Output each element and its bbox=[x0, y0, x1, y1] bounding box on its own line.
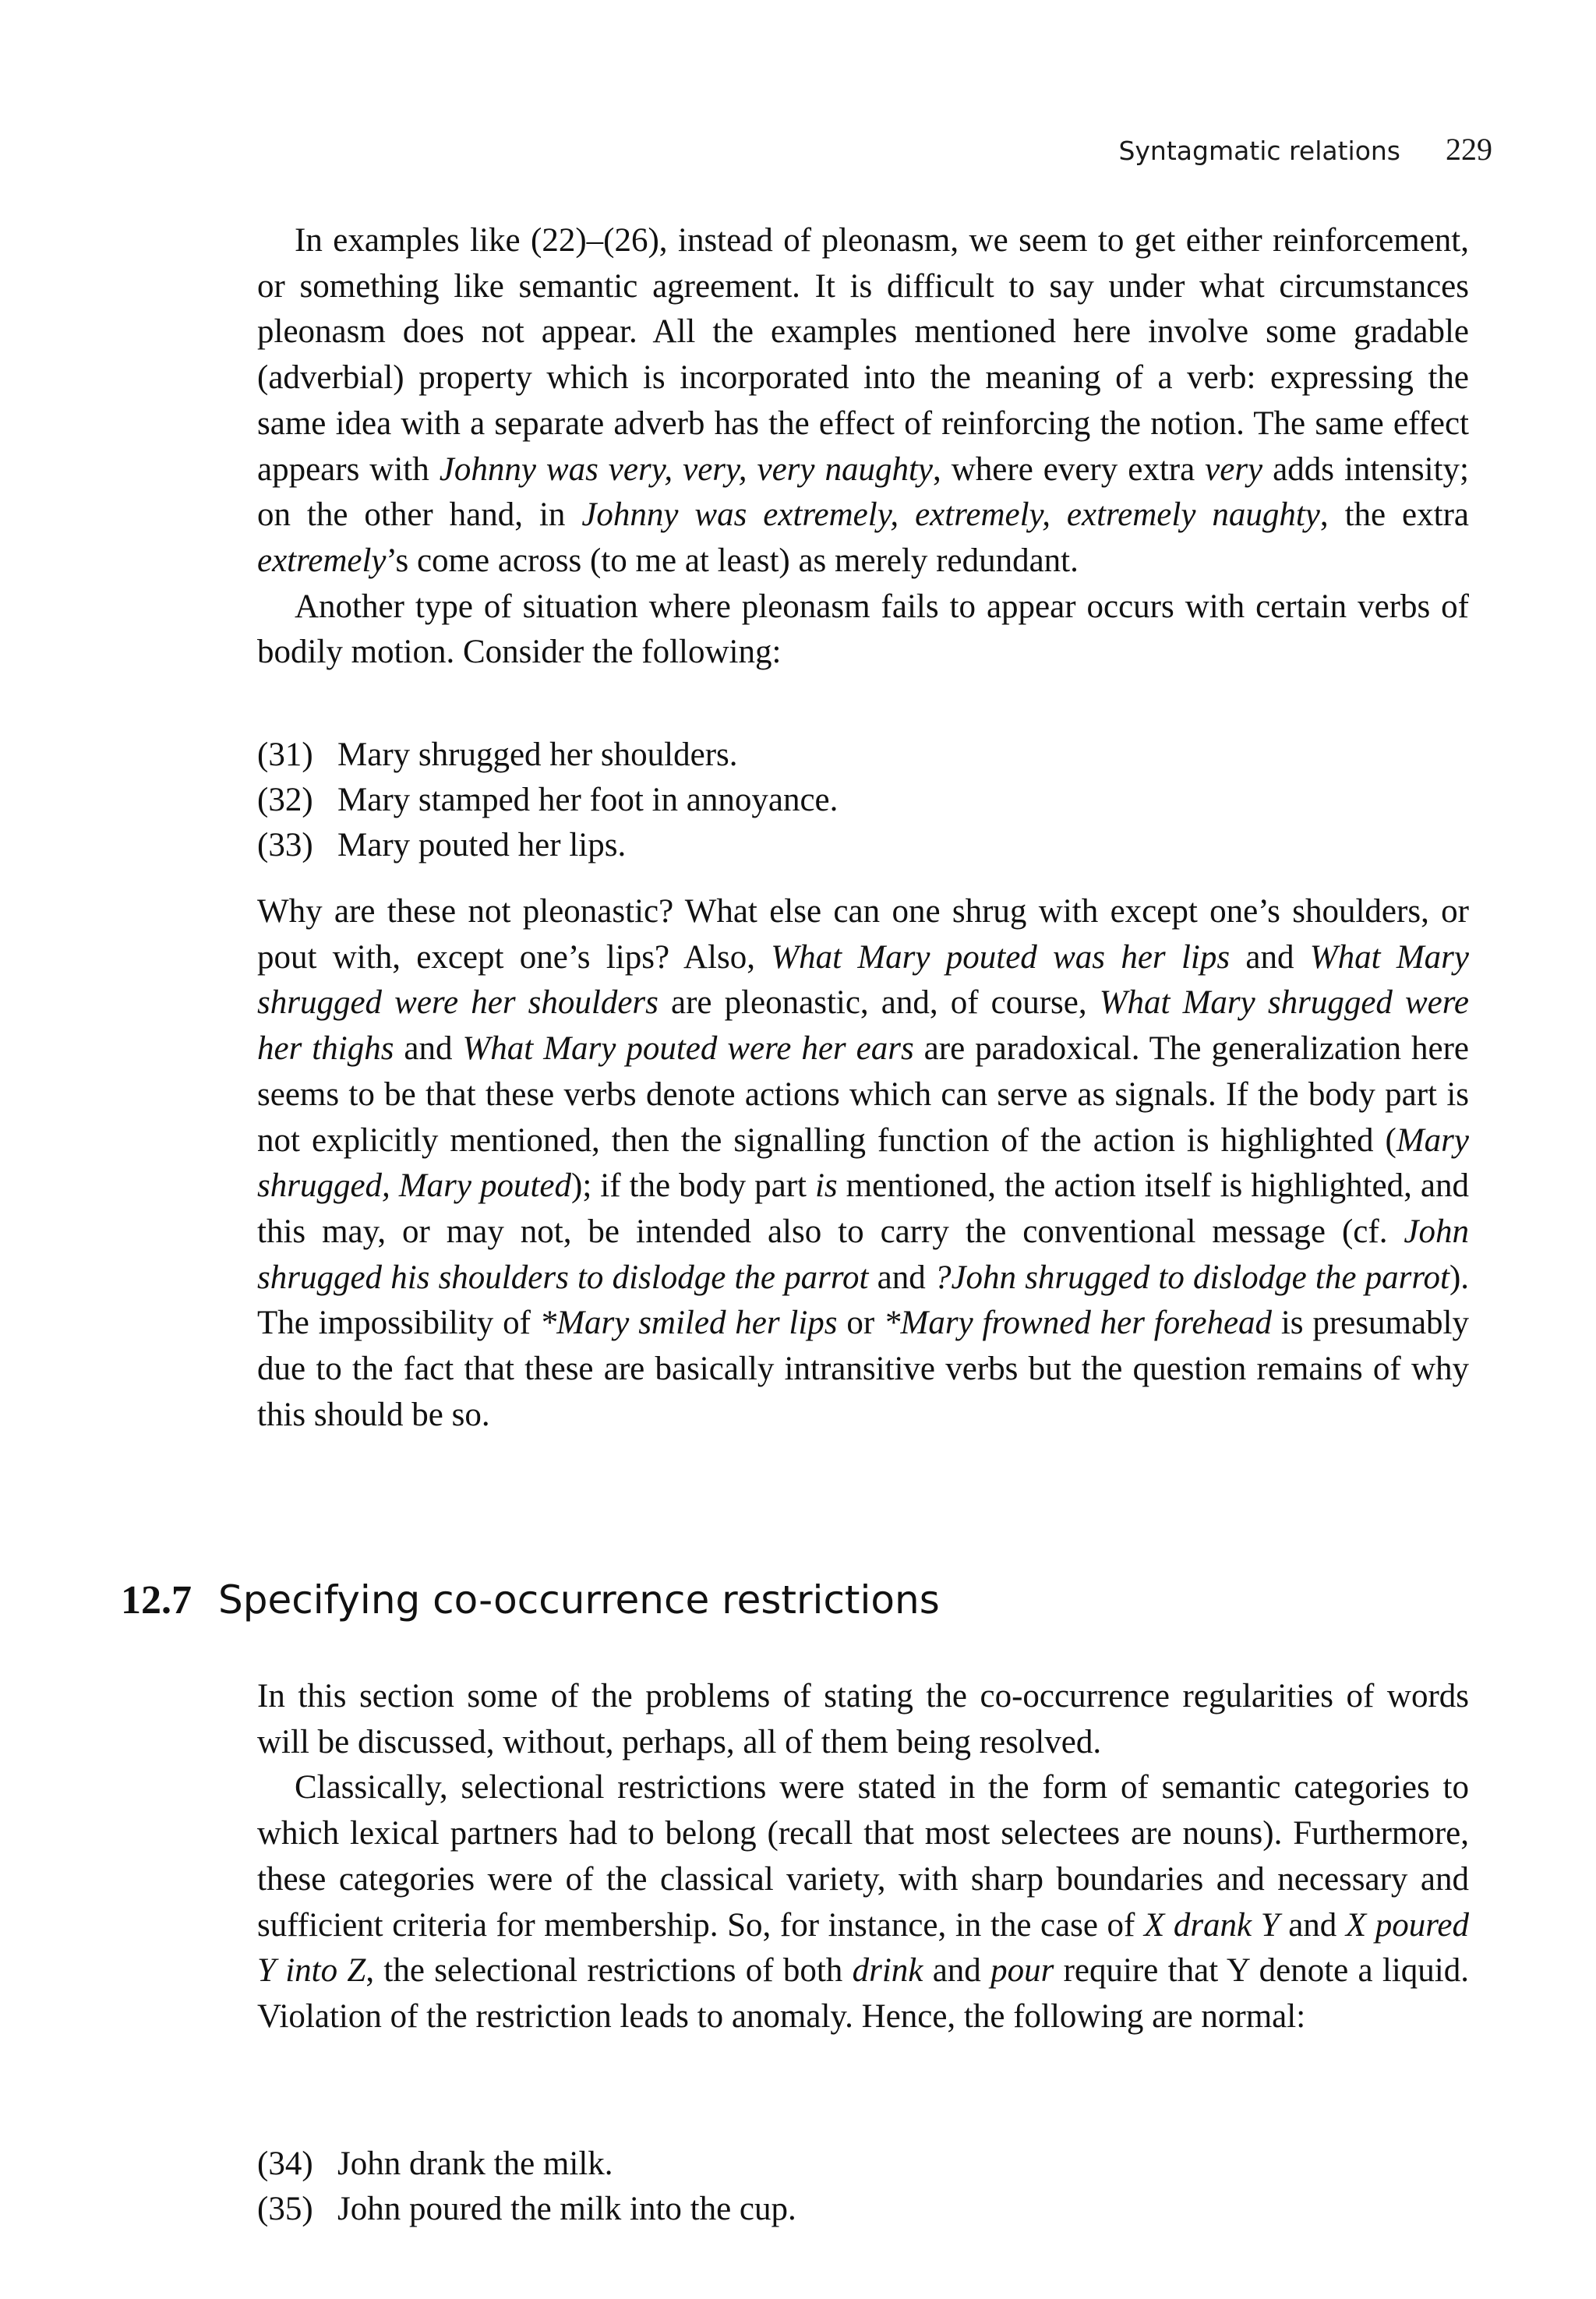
example-sentence: Mary pouted her lips. bbox=[337, 827, 627, 863]
example-sentence: John drank the milk. bbox=[337, 2145, 613, 2182]
body-text-top bbox=[257, 218, 1469, 676]
body-text-middle bbox=[257, 889, 1469, 1438]
paragraph-section-intro: In this section some of the problems of stating the co-occurrence regularities of words will be discussed, without, perhaps, all of them being resolved. bbox=[257, 1678, 1469, 1760]
example-number: (34) bbox=[257, 2145, 313, 2182]
paragraph-reinforcement: In examples like (22)–(26), instead of pleonasm, we seem to get either reinforcement, or something like semantic agreement. It is difficult to say under what circumstances pleonasm does not appear. All the examples mentioned here involve some gradable (adverbial) property which is incorporated into the meaning of a verb: expressing the same idea with a separate adverb has the effect of reinforcing the notion. The same effect appears with Johnny was very, very, very naughty, where every extra very adds intensity; on the other hand, in Johnny was extremely, extremely, extremely naughty, the extra extremely’s come across (to me at least) as merely redundant. bbox=[257, 222, 1469, 579]
example-sentence: Mary stamped her foot in annoyance. bbox=[337, 782, 839, 818]
paragraph-bodily-motion: Another type of situation where pleonasm fails to appear occurs with certain verbs of bodily motion. Consider the following: bbox=[257, 588, 1469, 671]
example-32 bbox=[257, 778, 1469, 823]
paragraph-pleonastic: Why are these not pleonastic? What else can one shrug with except one’s shoulders, or pout with, except one’s lips? Also, What Mary pouted was her lips and What Mary shrugged were her shoulders are pleonastic, and, of course, What Mary shrugged were her thighs and What Mary pouted were her ears are paradoxical. The generalization here seems to be that these verbs denote actions which can serve as signals. If the body part is not explicitly mentioned, then the signalling function of the action is highlighted (Mary shrugged, Mary pouted); if the body part is mentioned, the action itself is highlighted, and this may, or may not, be intended also to carry the conventional message (cf. John shrugged his shoulders to dislodge the parrot and ?John shrugged to dislodge the parrot). The impossibility of *Mary smiled her lips or *Mary frowned her forehead is presumably due to the fact that these are basically intransitive verbs but the question remains of why this should be so. bbox=[257, 893, 1470, 1433]
page-number: 229 bbox=[1446, 132, 1492, 167]
section-heading bbox=[121, 1577, 940, 1623]
paragraph-selectional-restrictions: Classically, selectional restrictions were stated in the form of semantic categories to which lexical partners had to belong (recall that most selectees are nouns). Furthermore, these categories were of the classical variety, with sharp boundaries and necessary and sufficient criteria for membership. So, for instance, in the case of X drank Y and X poured Y into Z, the selectional restrictions of both drink and pour require that Y denote a liquid. Violation of the restriction leads to anomaly. Hence, the following are normal: bbox=[257, 1769, 1469, 2035]
example-number: (35) bbox=[257, 2191, 313, 2227]
example-33 bbox=[257, 823, 1469, 868]
section-number: 12.7 bbox=[121, 1578, 192, 1623]
example-list-34-35 bbox=[257, 2142, 1469, 2232]
example-number: (31) bbox=[257, 736, 313, 773]
section-title: Specifying co-occurrence restrictions bbox=[218, 1577, 940, 1623]
body-text-bottom bbox=[257, 1674, 1469, 2040]
example-31 bbox=[257, 733, 1469, 778]
example-list-31-33 bbox=[257, 733, 1469, 868]
running-header bbox=[1040, 131, 1492, 168]
example-34 bbox=[257, 2142, 1469, 2187]
example-35 bbox=[257, 2187, 1469, 2232]
example-number: (33) bbox=[257, 827, 313, 863]
example-sentence: Mary shrugged her shoulders. bbox=[337, 736, 738, 773]
example-sentence: John poured the milk into the cup. bbox=[337, 2191, 796, 2227]
running-title: Syntagmatic relations bbox=[1118, 136, 1400, 166]
example-number: (32) bbox=[257, 782, 313, 818]
